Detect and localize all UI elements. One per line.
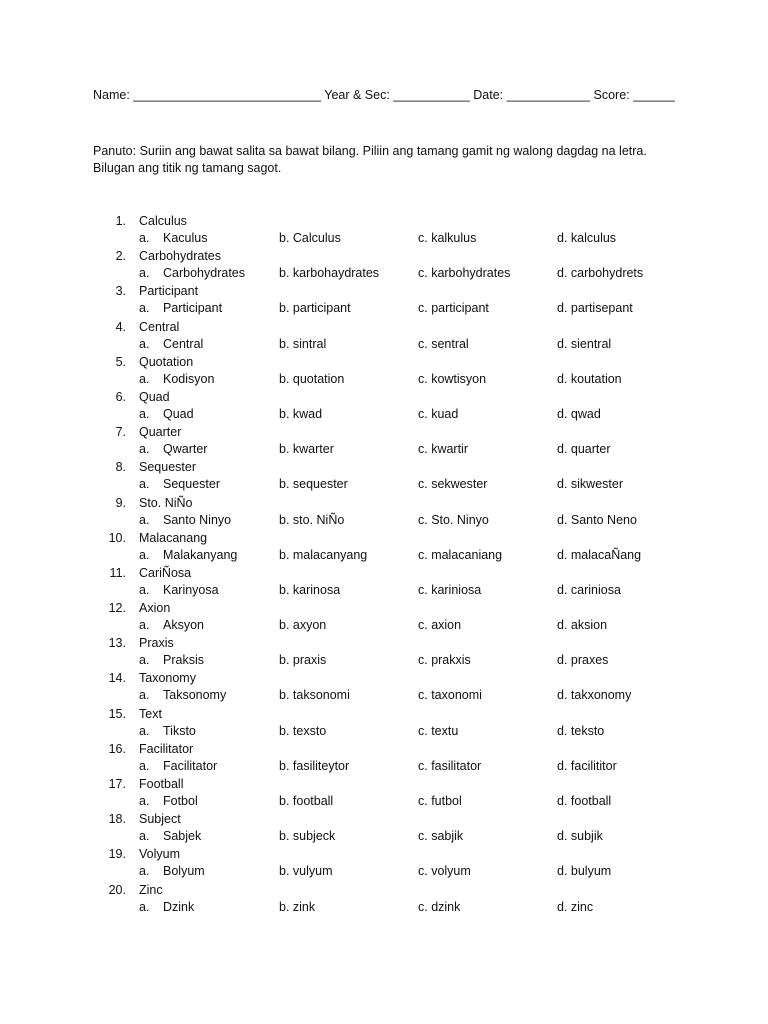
choice-c[interactable]: c. volyum bbox=[418, 864, 471, 879]
choice-c[interactable]: c. sabjik bbox=[418, 829, 464, 844]
question-number: 13. bbox=[108, 636, 126, 651]
choice-a-letter: a. bbox=[139, 653, 150, 668]
choice-a[interactable]: Sabjek bbox=[163, 829, 202, 844]
choice-b[interactable]: b. karbohaydrates bbox=[279, 266, 380, 281]
choice-b[interactable]: b. praxis bbox=[279, 653, 327, 668]
choice-a[interactable]: Sequester bbox=[163, 477, 220, 492]
question-word: Zinc bbox=[139, 882, 163, 897]
choice-d[interactable]: d. aksion bbox=[557, 618, 608, 633]
question-item bbox=[0, 249, 768, 284]
score-line: ______ bbox=[629, 88, 675, 102]
choice-b[interactable]: b. fasiliteytor bbox=[279, 758, 350, 773]
question-word: Central bbox=[139, 319, 180, 334]
question-number: 16. bbox=[108, 741, 126, 756]
choice-b[interactable]: b. football bbox=[279, 794, 334, 808]
choice-a-letter: a. bbox=[139, 899, 150, 914]
choice-c[interactable]: c. textu bbox=[418, 723, 459, 738]
question-item bbox=[0, 214, 768, 249]
question-item bbox=[0, 460, 768, 495]
question-word: Sequester bbox=[139, 460, 196, 475]
question-word: Participant bbox=[139, 284, 199, 299]
choice-a-letter: a. bbox=[139, 371, 150, 386]
choice-a[interactable]: Taksonomy bbox=[163, 688, 227, 703]
question-word: Quad bbox=[139, 389, 170, 404]
question-number: 19. bbox=[108, 847, 126, 862]
question-item bbox=[0, 566, 768, 601]
choice-d[interactable]: d. sikwester bbox=[557, 477, 623, 492]
question-word: Sto. NiÑo bbox=[139, 495, 193, 510]
choice-d[interactable]: d. carbohydrets bbox=[557, 266, 644, 281]
choice-a[interactable]: Facilitator bbox=[163, 758, 218, 773]
question-number: 3. bbox=[115, 284, 126, 299]
question-number: 7. bbox=[115, 425, 126, 440]
choice-d[interactable]: d. Santo Neno bbox=[557, 512, 637, 527]
choice-d[interactable]: d. takxonomy bbox=[557, 688, 632, 703]
question-item bbox=[0, 496, 768, 531]
choice-c[interactable]: c. kariniosa bbox=[418, 582, 482, 597]
question-word: Facilitator bbox=[139, 741, 194, 756]
choice-b[interactable]: b. vulyum bbox=[279, 864, 333, 879]
choice-a[interactable]: Dzink bbox=[163, 899, 195, 914]
choice-d[interactable]: d. cariniosa bbox=[557, 582, 621, 597]
choice-d[interactable]: d. football bbox=[557, 794, 612, 808]
choice-a-letter: a. bbox=[139, 618, 150, 633]
choice-a[interactable]: Bolyum bbox=[163, 864, 205, 879]
choice-d[interactable]: d. sientral bbox=[557, 336, 612, 351]
choice-b[interactable]: b. zink bbox=[279, 899, 316, 914]
question-word: Text bbox=[139, 706, 162, 721]
choice-c[interactable]: c. futbol bbox=[418, 794, 462, 808]
choice-a-letter: a. bbox=[139, 512, 150, 527]
year-sec-label: Year & Sec: bbox=[321, 88, 390, 102]
choice-a[interactable]: Qwarter bbox=[163, 442, 208, 457]
score-label: Score: bbox=[590, 88, 630, 102]
choice-a-letter: a. bbox=[139, 231, 150, 245]
question-item bbox=[0, 707, 768, 742]
choice-b[interactable]: b. kwad bbox=[279, 406, 323, 421]
choice-a-letter: a. bbox=[139, 477, 150, 492]
question-item bbox=[0, 284, 768, 319]
choice-a-letter: a. bbox=[139, 336, 150, 351]
question-item bbox=[0, 320, 768, 355]
question-word: Quarter bbox=[139, 425, 182, 440]
question-item bbox=[0, 425, 768, 460]
choice-a[interactable]: Santo Ninyo bbox=[163, 512, 232, 527]
choice-a[interactable]: Malakanyang bbox=[163, 547, 238, 562]
choice-b[interactable]: b. malacanyang bbox=[279, 547, 368, 562]
header-fields bbox=[93, 88, 675, 102]
choice-a-letter: a. bbox=[139, 723, 150, 738]
question-list bbox=[0, 214, 768, 918]
question-item bbox=[0, 601, 768, 636]
choice-a-letter: a. bbox=[139, 829, 150, 844]
choice-a[interactable]: Participant bbox=[163, 301, 223, 316]
question-item bbox=[0, 777, 768, 812]
choice-d[interactable]: d. praxes bbox=[557, 653, 609, 668]
question-number: 12. bbox=[108, 601, 126, 616]
choice-b[interactable]: b. sto. NiÑo bbox=[279, 512, 345, 527]
choice-d[interactable]: d. teksto bbox=[557, 723, 605, 738]
question-number: 4. bbox=[115, 319, 126, 334]
question-word: Quotation bbox=[139, 354, 194, 369]
question-item bbox=[0, 742, 768, 777]
choice-c[interactable]: c. kwartir bbox=[418, 442, 468, 457]
instructions-line-1: Panuto: Suriin ang bawat salita sa bawat bilang. Piliin ang tamang gamit ng walong dagdag na letra. bbox=[93, 144, 647, 158]
choice-c[interactable]: c. kowtisyon bbox=[418, 371, 487, 386]
choice-d[interactable]: d. subjik bbox=[557, 829, 603, 844]
question-number: 20. bbox=[108, 882, 126, 897]
year-sec-line: ___________ bbox=[389, 88, 470, 102]
choice-a[interactable]: Karinyosa bbox=[163, 582, 219, 597]
choice-d[interactable]: d. partisepant bbox=[557, 301, 633, 316]
question-word: Carbohydrates bbox=[139, 249, 221, 264]
choice-d[interactable]: d. koutation bbox=[557, 371, 622, 386]
choice-b[interactable]: b. axyon bbox=[279, 618, 327, 633]
choice-d[interactable]: d. kalculus bbox=[557, 231, 617, 245]
question-word: CariÑosa bbox=[139, 565, 192, 580]
choice-c[interactable]: c. malacaniang bbox=[418, 547, 503, 562]
choice-a-letter: a. bbox=[139, 582, 150, 597]
question-word: Calculus bbox=[139, 214, 187, 228]
choice-d[interactable]: d. quarter bbox=[557, 442, 611, 457]
question-number: 2. bbox=[115, 249, 126, 264]
question-item bbox=[0, 390, 768, 425]
question-item bbox=[0, 355, 768, 390]
question-word: Volyum bbox=[139, 847, 180, 862]
question-number: 9. bbox=[115, 495, 126, 510]
choice-c[interactable]: c. prakxis bbox=[418, 653, 471, 668]
question-number: 6. bbox=[115, 389, 126, 404]
choice-a-letter: a. bbox=[139, 442, 150, 457]
question-number: 8. bbox=[115, 460, 126, 475]
question-item bbox=[0, 847, 768, 882]
question-word: Axion bbox=[139, 601, 171, 616]
choice-d[interactable]: d. malacaÑang bbox=[557, 547, 642, 562]
choice-a-letter: a. bbox=[139, 266, 150, 281]
choice-d[interactable]: d. zinc bbox=[557, 899, 594, 914]
question-number: 1. bbox=[115, 214, 126, 228]
choice-b[interactable]: b. Calculus bbox=[279, 231, 341, 245]
name-label: Name: bbox=[93, 88, 130, 102]
question-number: 15. bbox=[108, 706, 126, 721]
choice-c[interactable]: c. sekwester bbox=[418, 477, 488, 492]
choice-c[interactable]: c. kuad bbox=[418, 406, 459, 421]
choice-b[interactable]: b. karinosa bbox=[279, 582, 341, 597]
choice-a[interactable]: Fotbol bbox=[163, 794, 198, 808]
question-number: 14. bbox=[108, 671, 126, 686]
choice-a-letter: a. bbox=[139, 301, 150, 316]
choice-a[interactable]: Kodisyon bbox=[163, 371, 215, 386]
question-word: Subject bbox=[139, 812, 181, 827]
choice-b[interactable]: b. quotation bbox=[279, 371, 345, 386]
choice-c[interactable]: c. sentral bbox=[418, 336, 469, 351]
question-word: Football bbox=[139, 777, 184, 791]
question-number: 11. bbox=[109, 565, 126, 580]
choice-a[interactable]: Tiksto bbox=[163, 723, 196, 738]
choice-a[interactable]: Aksyon bbox=[163, 618, 204, 633]
choice-a[interactable]: Praksis bbox=[163, 653, 204, 668]
choice-a[interactable]: Central bbox=[163, 336, 204, 351]
choice-a-letter: a. bbox=[139, 794, 150, 808]
choice-d[interactable]: d. bulyum bbox=[557, 864, 612, 879]
choice-b[interactable]: b. kwarter bbox=[279, 442, 334, 457]
question-number: 17. bbox=[108, 777, 126, 791]
choice-b[interactable]: b. taksonomi bbox=[279, 688, 350, 703]
choice-c[interactable]: c. axion bbox=[418, 618, 462, 633]
instructions-line-2: Bilugan ang titik ng tamang sagot. bbox=[93, 161, 282, 175]
instructions bbox=[93, 143, 693, 177]
choice-c[interactable]: c. taxonomi bbox=[418, 688, 482, 703]
choice-c[interactable]: c. kalkulus bbox=[418, 231, 477, 245]
question-number: 5. bbox=[115, 354, 126, 369]
choice-c[interactable]: c. participant bbox=[418, 301, 489, 316]
choice-b[interactable]: b. sintral bbox=[279, 336, 327, 351]
date-line: ____________ bbox=[503, 88, 591, 102]
question-number: 18. bbox=[108, 812, 126, 827]
question-item bbox=[0, 671, 768, 706]
choice-b[interactable]: b. participant bbox=[279, 301, 351, 316]
question-item bbox=[0, 812, 768, 847]
question-item bbox=[0, 531, 768, 566]
choice-a[interactable]: Quad bbox=[163, 406, 194, 421]
choice-a[interactable]: Kaculus bbox=[163, 231, 208, 245]
name-line: ___________________________ bbox=[129, 88, 322, 102]
choice-b[interactable]: b. texsto bbox=[279, 723, 327, 738]
choice-a-letter: a. bbox=[139, 547, 150, 562]
date-label: Date: bbox=[469, 88, 504, 102]
choice-a-letter: a. bbox=[139, 758, 150, 773]
question-item bbox=[0, 883, 768, 918]
choice-a-letter: a. bbox=[139, 864, 150, 879]
choice-a[interactable]: Carbohydrates bbox=[163, 266, 245, 281]
question-word: Taxonomy bbox=[139, 671, 196, 686]
choice-c[interactable]: c. fasilitator bbox=[418, 758, 482, 773]
choice-a-letter: a. bbox=[139, 688, 150, 703]
choice-b[interactable]: b. subjeck bbox=[279, 829, 336, 844]
question-word: Malacanang bbox=[139, 530, 208, 545]
choice-d[interactable]: d. facilititor bbox=[557, 758, 617, 773]
question-word: Praxis bbox=[139, 636, 174, 651]
question-item bbox=[0, 636, 768, 671]
question-number: 10. bbox=[108, 530, 126, 545]
choice-c[interactable]: c. Sto. Ninyo bbox=[418, 512, 489, 527]
choice-c[interactable]: c. dzink bbox=[418, 899, 461, 914]
choice-c[interactable]: c. karbohydrates bbox=[418, 266, 511, 281]
choice-d[interactable]: d. qwad bbox=[557, 406, 601, 421]
choice-a-letter: a. bbox=[139, 406, 150, 421]
choice-b[interactable]: b. sequester bbox=[279, 477, 348, 492]
